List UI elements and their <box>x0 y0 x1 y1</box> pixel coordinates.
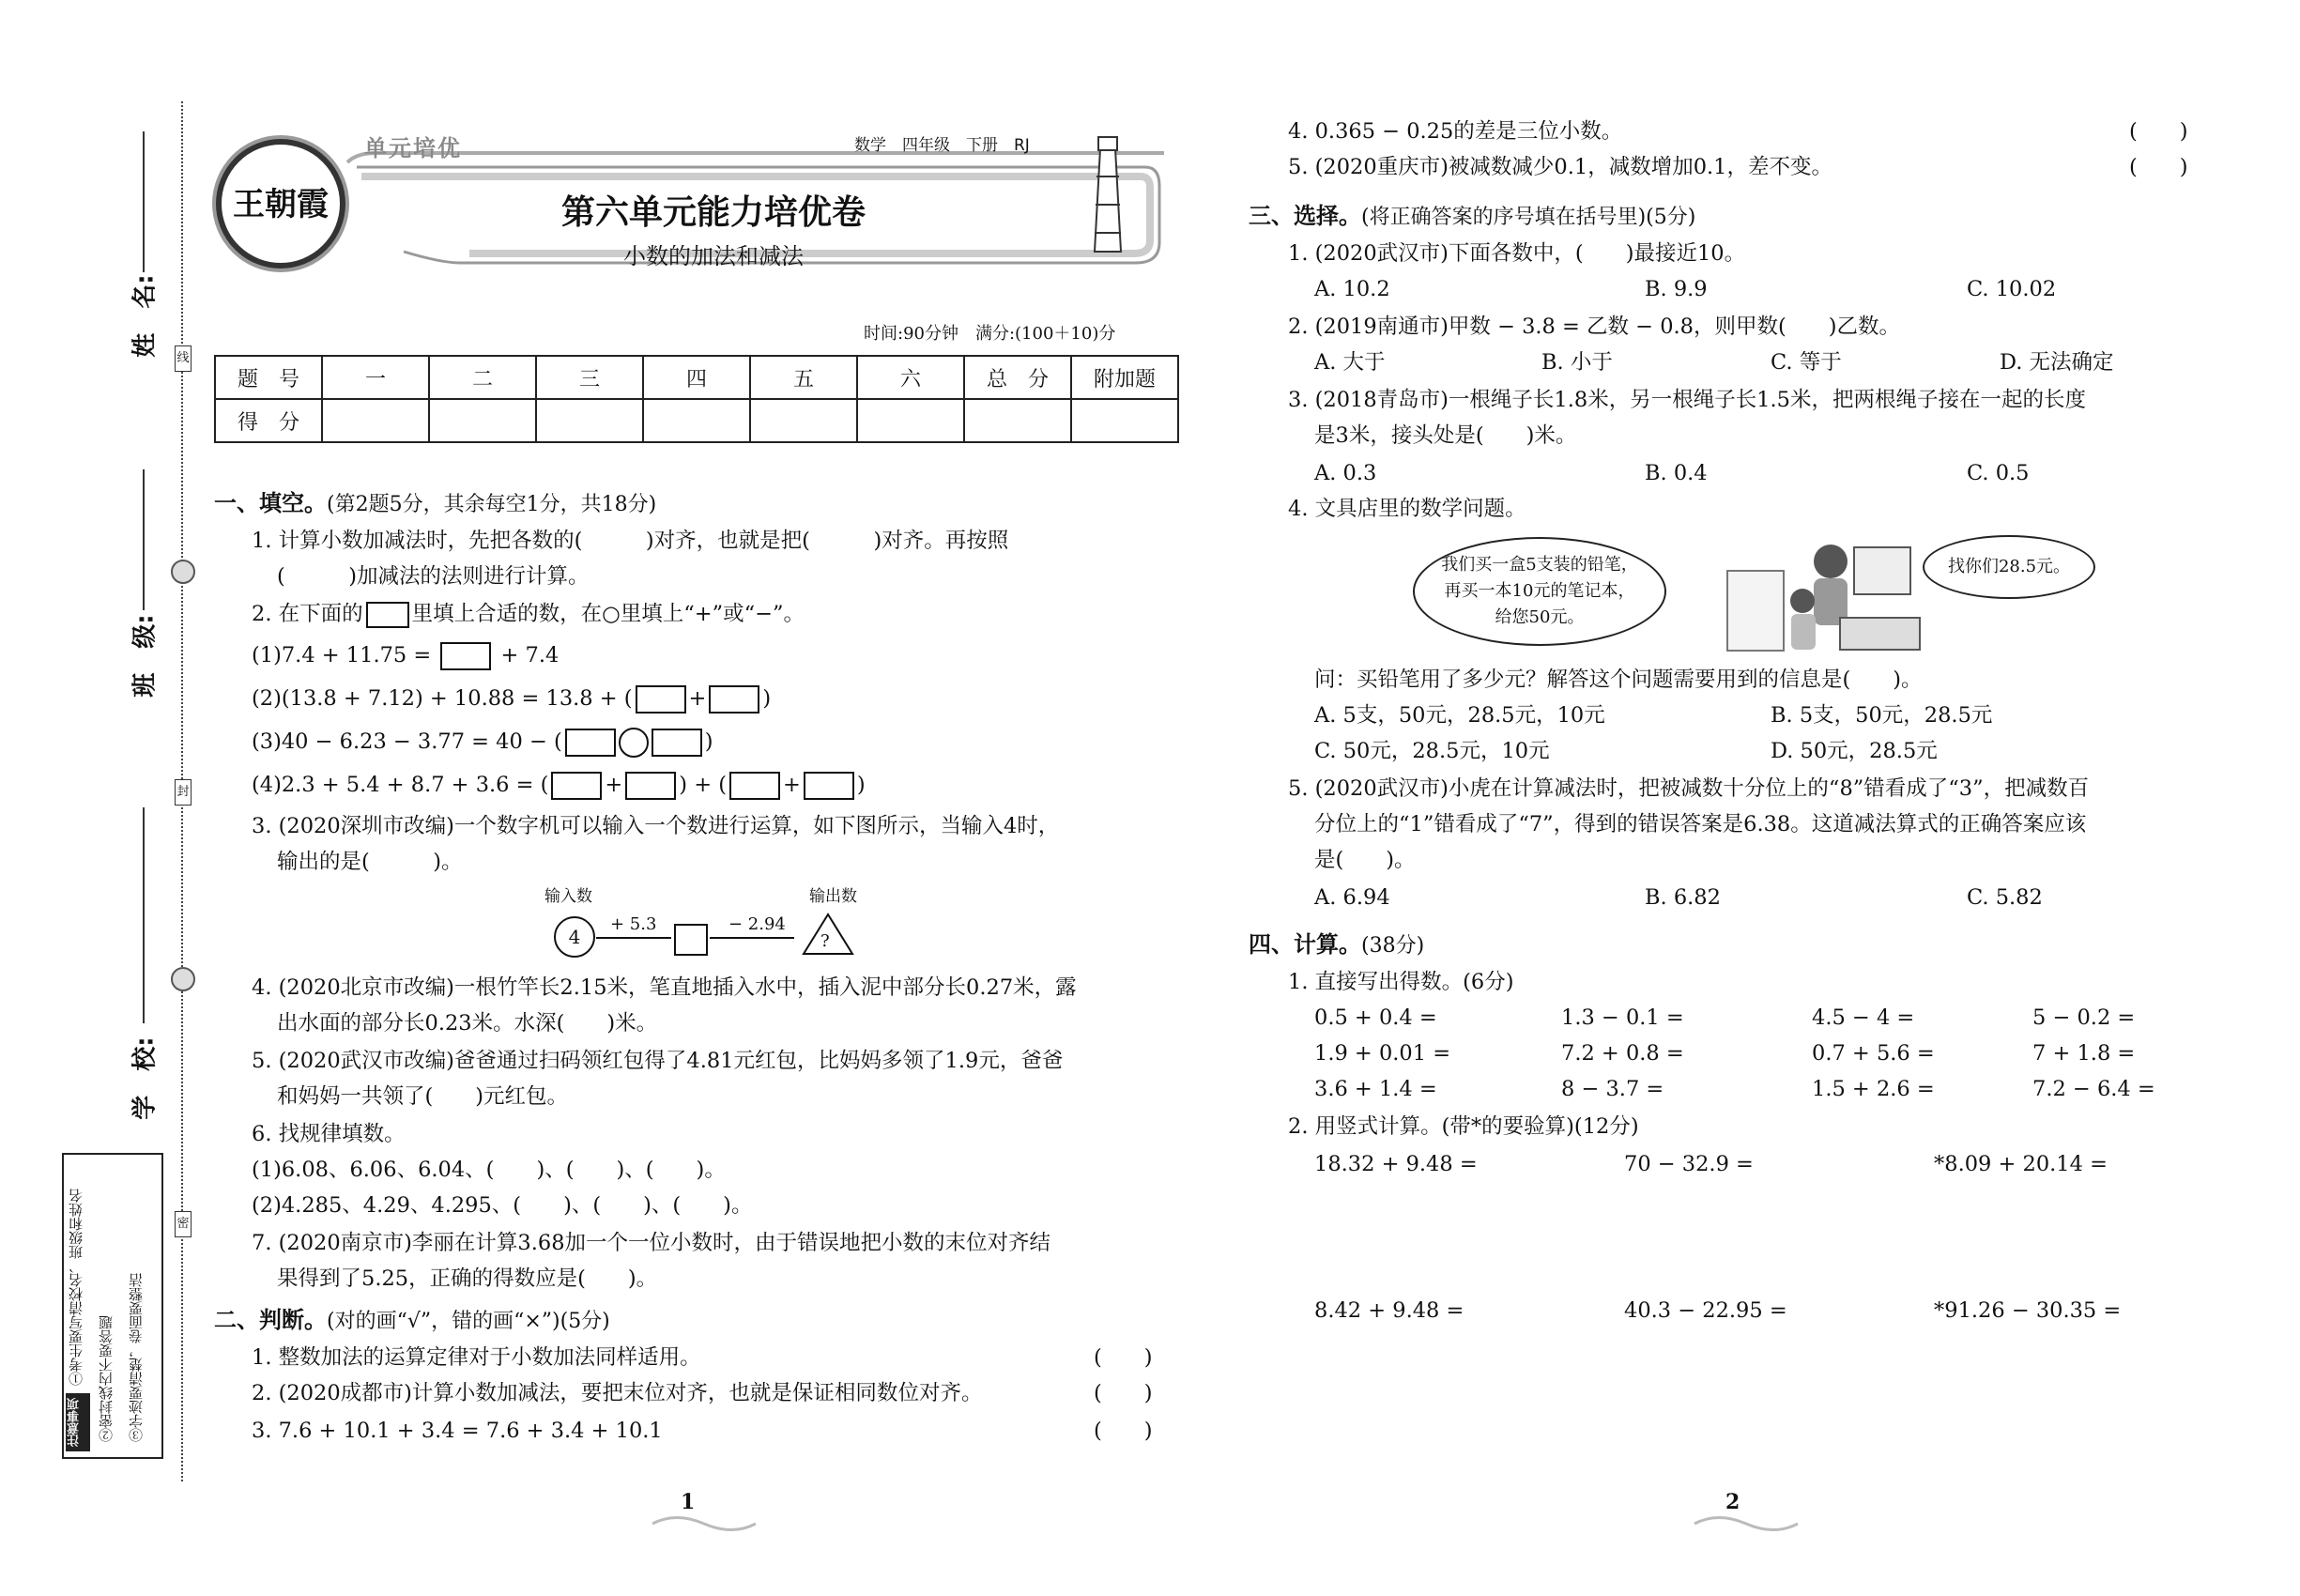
q3-line1: 3. (2020深圳市改编)一个数字机可以输入一个数进行运算，如下图所示，当输入4时， <box>252 814 1060 838</box>
calc-q2: 2. 用竖式计算。(带*的要验算)(12分) <box>1288 1114 1639 1139</box>
choice-q3-line1: 3. (2018青岛市)一根绳子长1.8米，另一根绳子长1.5米，把两根绳子接在一起的长度 <box>1288 388 2087 412</box>
option[interactable]: C. 等于 <box>1771 350 1842 375</box>
judge-item-4: 4. 0.365 − 0.25的差是三位小数。 <box>1288 119 1623 144</box>
score-header-cell: 总 分 <box>964 356 1071 399</box>
choice-q1: 1. (2020武汉市)下面各数中，( )最接近10。 <box>1288 241 1746 266</box>
lighthouse-icon <box>1080 130 1136 261</box>
q3-line2: 输出的是( )。 <box>277 850 463 874</box>
answer-box[interactable] <box>709 685 759 714</box>
direct-calc: 7.2 + 0.8 = <box>1561 1041 1684 1066</box>
header-banner <box>216 130 1164 270</box>
answer-box[interactable] <box>440 642 491 670</box>
binding-hole-icon <box>171 967 195 991</box>
q7-line2: 果得到了5.25，正确的得数应是( )。 <box>277 1266 658 1291</box>
q6-line: 6. 找规律填数。 <box>252 1122 406 1146</box>
op2-label: − 2.94 <box>728 914 786 934</box>
notice-item: ①考生要写清校名、班级和姓名 <box>68 1189 84 1386</box>
direct-calc: 7.2 − 6.4 = <box>2032 1077 2155 1101</box>
school-underline <box>143 807 145 1023</box>
page-wave-icon <box>648 1510 760 1538</box>
option[interactable]: C. 0.5 <box>1967 461 2030 485</box>
vertical-calc: 8.42 + 9.48 = <box>1314 1298 1464 1323</box>
speech-bubble-customer: 我们买一盒5支装的铅笔，再买一本10元的笔记本，给您50元。 <box>1413 537 1666 646</box>
vertical-calc: *8.09 + 20.14 = <box>1934 1152 2108 1176</box>
judge-paren[interactable]: ( ) <box>1094 1381 1153 1405</box>
option[interactable]: A. 5支，50元，28.5元，10元 <box>1314 703 1605 728</box>
score-header-cell: 题 号 <box>215 356 322 399</box>
option[interactable]: B. 6.82 <box>1645 885 1721 910</box>
score-input-cell[interactable] <box>429 399 536 442</box>
choice-q5-line2: 分位上的“1”错看成了“7”，得到的错误答案是6.38。这道减法算式的正确答案应该 <box>1314 812 2087 836</box>
option[interactable]: C. 5.82 <box>1967 885 2043 910</box>
option[interactable]: B. 9.9 <box>1645 277 1708 301</box>
q1-line1: 1. 计算小数加减法时，先把各数的( )对齐，也就是把( )对齐。再按照 <box>252 529 1009 553</box>
score-input-cell[interactable] <box>643 399 750 442</box>
book-meta: 数学 四年级 下册 RJ <box>854 136 1030 155</box>
answer-box[interactable] <box>625 772 676 800</box>
choice-q3-line2: 是3米，接头处是( )米。 <box>1314 423 1577 448</box>
page-number-1: 1 <box>681 1490 696 1514</box>
q2-2: (2)(13.8 + 7.12) + 10.88 = 13.8 + ( + ) <box>252 683 771 714</box>
input-label: 输入数 <box>544 887 592 906</box>
vertical-calc: 70 − 32.9 = <box>1624 1152 1754 1176</box>
answer-box[interactable] <box>565 729 616 757</box>
class-label: 班 级: <box>130 614 160 698</box>
vertical-calc: 18.32 + 9.48 = <box>1314 1152 1478 1176</box>
score-input-cell[interactable] <box>1071 399 1178 442</box>
option[interactable]: C. 50元，28.5元，10元 <box>1314 739 1550 763</box>
judge-item-2: 2. (2020成都市)计算小数加减法，要把末位对齐，也就是保证相同数位对齐。 <box>252 1381 983 1405</box>
score-input-cell[interactable] <box>857 399 964 442</box>
choice-q5-line1: 5. (2020武汉市)小虎在计算减法时，把被减数十分位上的“8”错看成了“3”，把减数百 <box>1288 776 2090 801</box>
q5-line1: 5. (2020武汉市改编)爸爸通过扫码领红包得了4.81元红包，比妈妈多领了1.9元，爸爸 <box>252 1049 1064 1073</box>
logo <box>216 139 345 269</box>
answer-box[interactable] <box>729 772 780 800</box>
calc-q1: 1. 直接写出得数。(6分) <box>1288 970 1514 994</box>
q1-line2: ( )加减法的法则进行计算。 <box>277 564 590 589</box>
q6-1: (1)6.08、6.06、6.04、( )、( )、( )。 <box>252 1158 726 1182</box>
direct-calc: 0.7 + 5.6 = <box>1812 1041 1935 1066</box>
q2-4: (4)2.3 + 5.4 + 8.7 + 3.6 = ( + ) + ( + ) <box>252 770 866 800</box>
q4-line2: 出水面的部分长0.23米。水深( )米。 <box>277 1011 658 1036</box>
output-label: 输出数 <box>809 887 857 906</box>
score-input-cell[interactable] <box>536 399 643 442</box>
choice-q4-ask: 问：买铅笔用了多少元？解答这个问题需要用到的信息是( )。 <box>1314 668 1923 692</box>
page-wave-icon <box>1690 1510 1802 1538</box>
direct-calc: 3.6 + 1.4 = <box>1314 1077 1437 1101</box>
q2-1: (1)7.4 + 11.75 = + 7.4 <box>252 640 559 670</box>
judge-paren[interactable]: ( ) <box>1094 1419 1153 1443</box>
binding-hole-icon <box>171 560 195 584</box>
judge-paren[interactable]: ( ) <box>2129 155 2188 179</box>
judge-item-3: 3. 7.6 + 10.1 + 3.4 = 7.6 + 3.4 + 10.1 <box>252 1419 663 1443</box>
option[interactable]: B. 0.4 <box>1645 461 1708 485</box>
notice-title: 注意事项 <box>66 1393 90 1451</box>
notice-item: ③字迹要清楚，卷面要整洁 <box>128 1273 145 1442</box>
mid-box <box>674 924 708 956</box>
score-header-cell: 附加题 <box>1071 356 1178 399</box>
page-number-2: 2 <box>1725 1490 1740 1514</box>
number-machine <box>544 882 939 967</box>
option[interactable]: B. 5支，50元，28.5元 <box>1771 703 1993 728</box>
score-table <box>214 355 1179 443</box>
section4-heading: 四、计算。(38分) <box>1249 931 1425 958</box>
option[interactable]: A. 大于 <box>1314 350 1386 375</box>
name-label: 姓 名: <box>130 274 160 358</box>
score-header-cell: 六 <box>857 356 964 399</box>
time-info: 时间:90分钟 满分:(100＋10)分 <box>864 324 1116 344</box>
option[interactable]: D. 50元，28.5元 <box>1771 739 1938 763</box>
vertical-calc: *91.26 − 30.35 = <box>1934 1298 2122 1323</box>
shop-scene-icon <box>1709 533 1924 655</box>
direct-calc: 1.5 + 2.6 = <box>1812 1077 1935 1101</box>
speech-bubble-clerk: 找你们28.5元。 <box>1923 535 2095 599</box>
section2-heading: 二、判断。(对的画“√”，错的画“×”)(5分) <box>214 1307 610 1333</box>
unit-tag: 单元培优 <box>364 135 462 161</box>
notice-item: ②密封线内不要答题 <box>98 1315 115 1442</box>
judge-item-5: 5. (2020重庆市)被减数减少0.1，减数增加0.1，差不变。 <box>1288 155 1833 179</box>
direct-calc: 1.3 − 0.1 = <box>1561 1005 1684 1030</box>
option[interactable]: C. 10.02 <box>1967 277 2057 301</box>
arrow-icon <box>596 937 671 939</box>
score-input-cell[interactable] <box>322 399 429 442</box>
arrow-icon <box>710 937 794 939</box>
judge-paren[interactable]: ( ) <box>2129 119 2188 144</box>
choice-q2: 2. (2019南通市)甲数 − 3.8 = 乙数 − 0.8，则甲数( )乙数。 <box>1288 315 1901 339</box>
score-row-label: 得 分 <box>215 399 322 442</box>
logo-text: 王朝霞 <box>233 186 329 223</box>
vertical-calc: 40.3 − 22.95 = <box>1624 1298 1787 1323</box>
line-mark-xian: 线 <box>175 345 192 372</box>
option[interactable]: D. 无法确定 <box>2000 350 2114 375</box>
choice-q5-line3: 是( )。 <box>1314 848 1416 872</box>
direct-calc: 5 − 0.2 = <box>2032 1005 2136 1030</box>
q4-line1: 4. (2020北京市改编)一根竹竿长2.15米，笔直地插入水中，插入泥中部分长0.27米，露 <box>252 975 1077 1000</box>
line-mark-mi: 密 <box>175 1211 192 1237</box>
judge-paren[interactable]: ( ) <box>1094 1345 1153 1370</box>
option[interactable]: A. 0.3 <box>1314 461 1377 485</box>
direct-calc: 7 + 1.8 = <box>2032 1041 2136 1066</box>
name-underline <box>143 131 145 272</box>
answer-box[interactable] <box>636 685 686 714</box>
option[interactable]: B. 小于 <box>1541 350 1613 375</box>
q2-3: (3)40 − 6.23 − 3.77 = 40 − ( ) <box>252 727 713 758</box>
score-input-cell[interactable] <box>750 399 857 442</box>
choice-q4: 4. 文具店里的数学问题。 <box>1288 497 1526 521</box>
score-input-cell[interactable] <box>964 399 1071 442</box>
section3-heading: 三、选择。(将正确答案的序号填在括号里)(5分) <box>1249 203 1696 229</box>
operator-circle[interactable] <box>619 728 649 758</box>
q2-line: 2. 在下面的 里填上合适的数，在○里填上“+”或“−”。 <box>252 602 805 626</box>
op1-label: + 5.3 <box>610 914 657 934</box>
score-header-cell: 四 <box>643 356 750 399</box>
option[interactable]: A. 6.94 <box>1314 885 1390 910</box>
score-header-cell: 三 <box>536 356 643 399</box>
line-mark-feng: 封 <box>175 779 192 806</box>
direct-calc: 8 − 3.7 = <box>1561 1077 1664 1101</box>
page-title: 第六单元能力培优卷 <box>560 193 866 232</box>
score-header-cell: 一 <box>322 356 429 399</box>
section1-heading: 一、填空。(第2题5分，其余每空1分，共18分) <box>214 490 657 516</box>
direct-calc: 0.5 + 0.4 = <box>1314 1005 1437 1030</box>
option[interactable]: A. 10.2 <box>1314 277 1390 301</box>
score-header-cell: 五 <box>750 356 857 399</box>
page-subtitle: 小数的加法和减法 <box>623 243 804 269</box>
q7-line1: 7. (2020南京市)李丽在计算3.68加一个一位小数时，由于错误地把小数的末位对齐结 <box>252 1231 1051 1255</box>
direct-calc: 1.9 + 0.01 = <box>1314 1041 1451 1066</box>
class-underline <box>143 469 145 610</box>
input-circle: 4 <box>554 916 595 958</box>
school-label: 学 校: <box>130 1036 160 1120</box>
direct-calc: 4.5 − 4 = <box>1812 1005 1915 1030</box>
q5-line2: 和妈妈一共领了( )元红包。 <box>277 1084 569 1109</box>
answer-box[interactable] <box>652 729 702 757</box>
score-header-cell: 二 <box>429 356 536 399</box>
answer-box[interactable] <box>804 772 854 800</box>
judge-item-1: 1. 整数加法的运算定律对于小数加法同样适用。 <box>252 1345 701 1370</box>
answer-box[interactable] <box>551 772 602 800</box>
q6-2: (2)4.285、4.29、4.295、( )、( )、( )。 <box>252 1193 753 1218</box>
output-value: ? <box>820 931 830 951</box>
